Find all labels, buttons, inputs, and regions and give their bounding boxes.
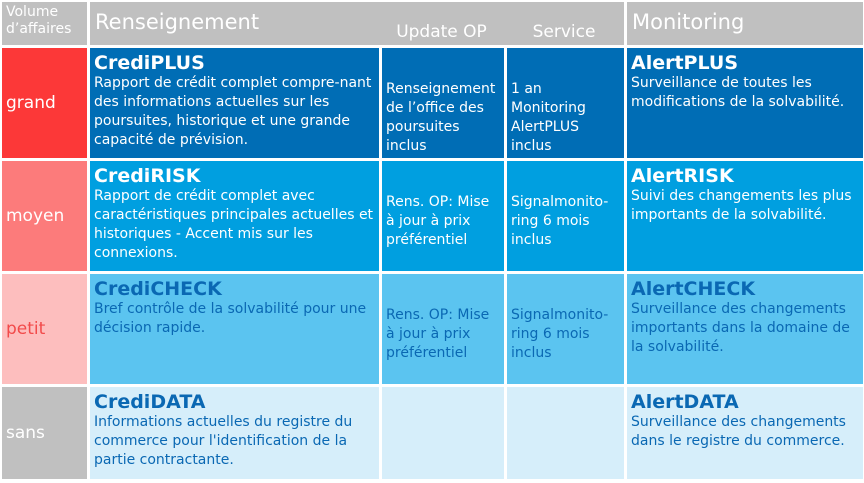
product-description: Informations actuelles du registre du commerce pour l'identification de la partie contractante. [94,414,353,468]
volume-grand: grand [2,48,87,158]
header-monitoring: Monitoring [627,2,863,45]
header-renseignement: Renseignement [90,2,379,45]
service-cell: 1 an Monitoring AlertPLUS inclus [507,48,624,158]
service-cell: Signalmonito-ring 6 mois inclus [507,274,624,384]
update-op-cell [382,387,504,479]
monitoring-name: AlertDATA [631,391,739,413]
update-op-cell: Renseignement de l’office des poursuites inclus [382,48,504,158]
monitoring-name: AlertCHECK [631,278,756,300]
header-service: Service [504,2,624,45]
header-renseignement-group [90,2,624,45]
monitoring-description: Surveillance des changements dans le registre du commerce. [631,414,846,449]
monitoring-cell [627,161,863,271]
product-cell [90,387,379,479]
volume-petit: petit [2,274,87,384]
product-cell [90,274,379,384]
product-description: Rapport de crédit complet compre-nant des informations actuelles sur les poursuites, historique et une grande capacité de prévision. [94,75,372,148]
update-op-cell: Rens. OP: Mise à jour à prix préférentiel [382,161,504,271]
product-name: CrediCHECK [94,278,222,300]
header-update-op: Update OP [379,2,504,45]
product-name: CrediPLUS [94,52,205,74]
monitoring-cell [627,387,863,479]
product-name: CrediDATA [94,391,206,413]
monitoring-cell [627,48,863,158]
volume-moyen: moyen [2,161,87,271]
monitoring-name: AlertPLUS [631,52,739,74]
product-comparison-table [2,2,863,479]
monitoring-name: AlertRISK [631,165,734,187]
update-op-cell: Rens. OP: Mise à jour à prix préférentiel [382,274,504,384]
monitoring-description: Surveillance des changements importants dans la domaine de la solvabilité. [631,301,850,355]
service-cell: Signalmonito-ring 6 mois inclus [507,161,624,271]
volume-sans: sans [2,387,87,479]
monitoring-description: Surveillance de toutes les modifications de la solvabilité. [631,75,845,110]
product-cell [90,48,379,158]
monitoring-cell [627,274,863,384]
product-cell [90,161,379,271]
product-name: CrediRISK [94,165,201,187]
service-cell [507,387,624,479]
product-description: Bref contrôle de la solvabilité pour une décision rapide. [94,301,367,336]
product-description: Rapport de crédit complet avec caractéristiques principales actuelles et historiques - Accent mis sur les connexions. [94,188,374,261]
monitoring-description: Suivi des changements les plus importants de la solvabilité. [631,188,852,223]
header-volume: Volume d’affaires [2,2,87,45]
